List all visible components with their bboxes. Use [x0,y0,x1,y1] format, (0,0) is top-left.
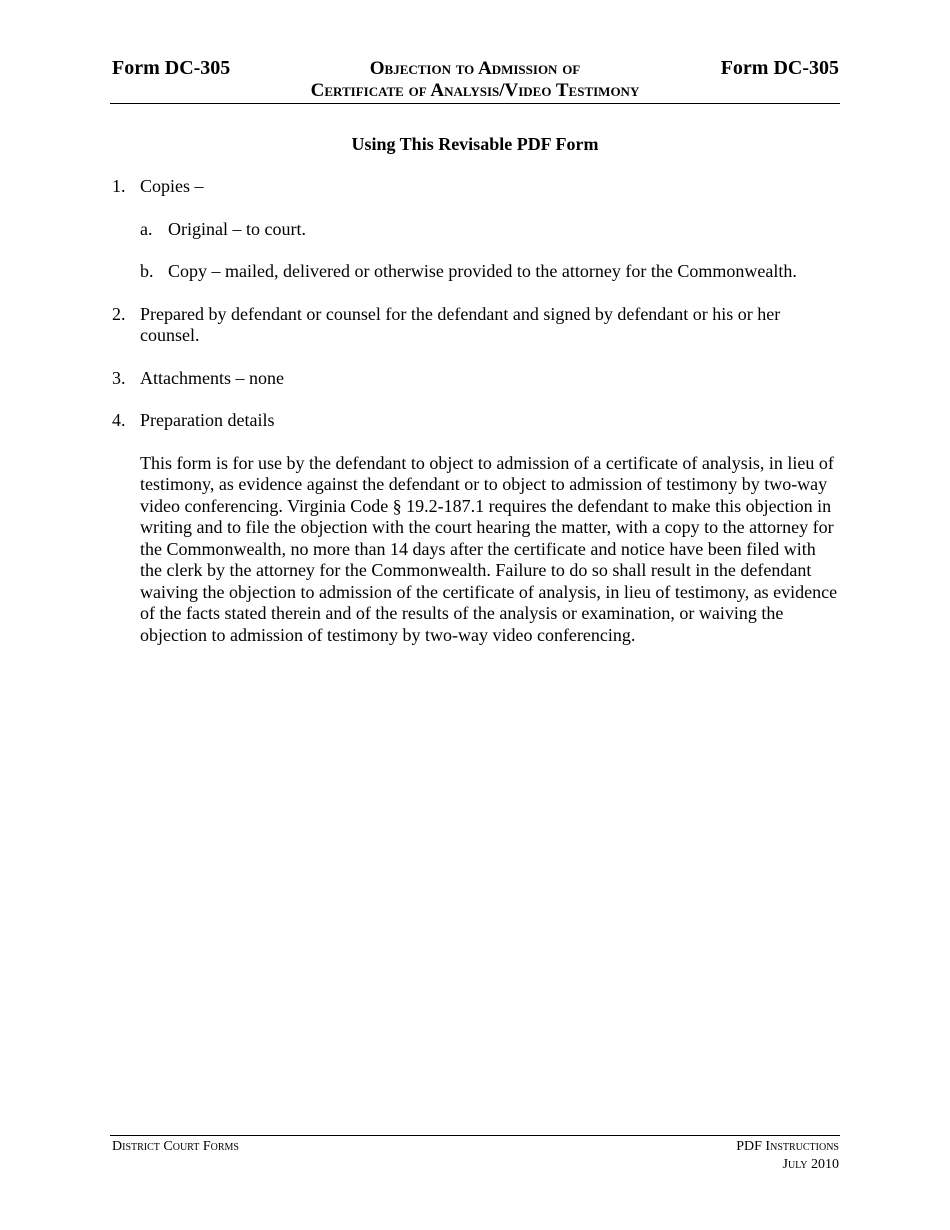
form-number-left: Form DC-305 [112,57,231,79]
form-title-line-2: Certificate of Analysis/Video Testimony [310,80,640,101]
sub-item-letter: b. [140,261,154,281]
footer-right-line-2: July 2010 [782,1157,839,1172]
list-item-attachments [112,368,842,390]
sub-item-original [140,219,842,241]
preparation-details-paragraph: This form is for use by the defendant to object to admission of a certificate of analysis, in lieu of testimony, as evidence against the defendant or to object to admission of testimony by two-way video conferencing. Virginia Code § 19.2-187.1 requires the defendant to make this objection in writing and to file the objection with the court hearing the matter, with a copy to the attorney for the Commonwealth, no more than 14 days after the certificate and notice have been filed with the clerk by the attorney for the Commonwealth. Failure to do so shall result in the defendant waiving the objection to admission of the certificate of analysis, in lieu of testimony, as evidence of the facts stated therein and of the results of the analysis or examination, or waiving the objection to admission of testimony by two-way video conferencing. [140,452,838,645]
list-item-copies [112,176,842,283]
footer-divider [110,1135,840,1136]
section-title: Using This Revisable PDF Form [351,134,599,154]
header-divider [110,103,840,104]
list-number: 4. [112,410,126,430]
list-number: 2. [112,303,126,324]
list-number: 3. [112,367,126,388]
sub-item-text: Copy – mailed, delivered or otherwise provided to the attorney for the Commonwealth. [168,261,797,281]
sub-item-letter: a. [140,218,153,239]
sub-item-text: Original – to court. [168,218,306,239]
list-item-prepared-by [112,304,842,347]
footer-right-line-1: PDF Instructions [736,1139,839,1154]
instructions-list [112,176,842,667]
list-item-text: Preparation details [140,410,275,430]
list-number: 1. [112,176,126,196]
list-item-text: Copies – [140,176,204,196]
list-item-text: Attachments – none [140,367,284,388]
form-number-right: Form DC-305 [720,57,839,79]
list-item-text: Prepared by defendant or counsel for the defendant and signed by defendant or his or her counsel. [140,303,781,345]
list-item-preparation-details [112,410,842,646]
form-title [200,58,750,102]
form-title-line-1: Objection to Admission of [369,58,581,79]
footer-left-label: District Court Forms [112,1139,239,1154]
footer-right [736,1138,839,1174]
sub-item-copy [140,261,842,283]
